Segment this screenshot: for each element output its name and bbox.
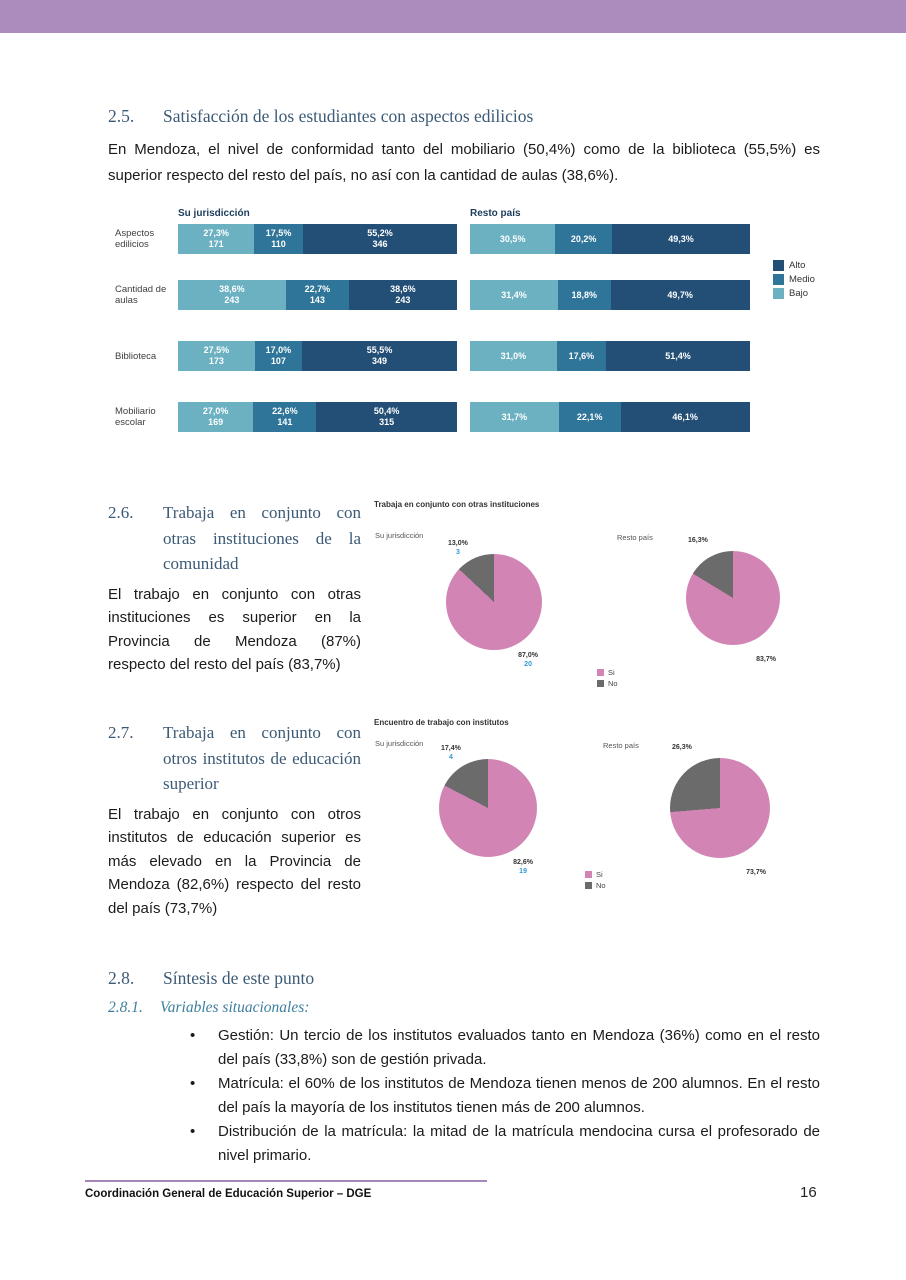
segment-percent-label: 49,7% xyxy=(667,289,693,300)
bar-segment-medio xyxy=(254,224,303,254)
pie-percent: 16,3% xyxy=(688,537,708,544)
legend-item xyxy=(597,679,618,688)
bar-segment-medio xyxy=(286,280,349,310)
pie-percent: 26,3% xyxy=(672,744,692,751)
legend-item xyxy=(773,260,815,271)
section-paragraph: El trabajo en conjunto con otras instituciones es superior en la Provincia de Mendoza (87%) respecto del resto del país (83,7%) xyxy=(108,585,361,673)
legend-label: Bajo xyxy=(789,288,809,299)
pie-subtitle: Su jurisdicción xyxy=(375,531,424,540)
segment-count-label: 107 xyxy=(270,356,286,366)
bar-segment-bajo xyxy=(178,224,254,254)
bullet-list xyxy=(108,1024,820,1168)
bullet-text: Gestión: Un tercio de los institutos evaluados tanto en Mendoza (36%) como en el resto del país (33,8%) son de gestión privada. xyxy=(218,1027,820,1068)
legend-color-swatch xyxy=(597,669,604,676)
segment-percent-label: 51,4% xyxy=(665,350,691,361)
pie-percent: 17,4% xyxy=(441,745,461,752)
pie-resto-pais xyxy=(686,537,780,663)
bullet-icon: • xyxy=(190,1075,196,1092)
bar-segment-bajo xyxy=(470,224,555,254)
bullet-icon: • xyxy=(190,1123,196,1140)
bar-row xyxy=(178,402,457,432)
segment-percent-label: 31,7% xyxy=(501,411,528,422)
segment-count-label: 171 xyxy=(208,239,224,249)
segment-percent-label: 46,1% xyxy=(672,411,698,422)
subsection-number: 2.8.1. xyxy=(108,999,143,1016)
segment-percent-label: 17,5% xyxy=(265,228,292,238)
bar-row xyxy=(178,341,457,371)
pie-count: 20 xyxy=(524,661,532,668)
pie-percent: 82,6% xyxy=(513,859,533,866)
pie-legend xyxy=(585,870,606,890)
section-heading xyxy=(108,104,820,128)
bar-segment-bajo xyxy=(178,280,286,310)
subsection-heading xyxy=(108,997,820,1018)
segment-percent-label: 31,0% xyxy=(500,350,527,361)
page-number: 16 xyxy=(800,1184,817,1201)
bar-segment-medio xyxy=(558,280,611,310)
list-item xyxy=(190,1024,820,1072)
bar-segment-bajo xyxy=(470,280,558,310)
pie-legend xyxy=(597,668,618,688)
pie-chart-encuentro-institutos xyxy=(372,718,817,910)
bar-segment-alto xyxy=(316,402,457,432)
pie-chart-title: Encuentro de trabajo con institutos xyxy=(374,718,509,727)
segment-percent-label: 38,6% xyxy=(390,284,416,294)
bar-segment-alto xyxy=(606,341,750,371)
pie-label-no xyxy=(448,539,468,557)
pie-label-si xyxy=(518,651,538,669)
bar-category-label: Biblioteca xyxy=(115,350,157,362)
section-heading xyxy=(108,720,361,797)
pie-chart-otras-instituciones xyxy=(372,500,817,705)
pie-graphic xyxy=(439,759,537,857)
section-paragraph: En Mendoza, el nivel de conformidad tanto del mobiliario (50,4%) como de la biblioteca (55,5%) es superior respecto del resto del país, no así con la cantidad de aulas (38,6%). xyxy=(108,141,820,184)
segment-count-label: 243 xyxy=(224,295,240,305)
bar-category-label: Mobiliario escolar xyxy=(115,406,156,428)
legend-item xyxy=(773,288,815,299)
pie-label-si xyxy=(756,655,776,664)
segment-count-label: 346 xyxy=(372,239,388,249)
section-title: Satisfacción de los estudiantes con aspectos edilicios xyxy=(163,106,534,126)
segment-count-label: 349 xyxy=(372,356,388,366)
section-2-6 xyxy=(108,500,361,677)
segment-percent-label: 22,1% xyxy=(576,411,603,422)
segment-percent-label: 31,4% xyxy=(501,289,527,300)
pie-graphic xyxy=(686,551,780,645)
legend-label: No xyxy=(608,679,618,688)
section-title: Síntesis de este punto xyxy=(163,968,315,988)
pie-percent: 87,0% xyxy=(518,652,538,659)
pie-percent: 73,7% xyxy=(746,869,766,876)
bar-segment-alto xyxy=(621,402,750,432)
bar-segment-alto xyxy=(303,224,457,254)
legend-color-swatch xyxy=(773,288,784,299)
section-title: Trabaja en conjunto con otras instituciones de la comunidad xyxy=(163,503,361,573)
bar-row xyxy=(178,224,457,254)
bar-segment-medio xyxy=(555,224,612,254)
pie-chart-title: Trabaja en conjunto con otras instituciones xyxy=(374,500,540,509)
segment-percent-label: 30,5% xyxy=(499,233,526,244)
pie-graphic xyxy=(446,554,542,650)
segment-count-label: 315 xyxy=(379,417,395,427)
bar-segment-medio xyxy=(559,402,621,432)
segment-count-label: 110 xyxy=(271,239,286,249)
bar-panel-title: Resto país xyxy=(470,208,521,219)
bar-category-label: Aspectos edilicios xyxy=(115,228,155,250)
bullet-text: Matrícula: el 60% de los institutos de Mendoza tienen menos de 200 alumnos. En el resto del país la mayoría de los institutos tienen más de 200 alumnos. xyxy=(218,1075,820,1116)
segment-count-label: 173 xyxy=(208,356,224,366)
top-accent-bar xyxy=(0,0,906,33)
pie-label-no xyxy=(441,744,461,762)
bar-row xyxy=(470,402,750,432)
list-item xyxy=(190,1072,820,1120)
bar-category-label: Cantidad de aulas xyxy=(115,284,167,306)
legend-color-swatch xyxy=(585,871,592,878)
segment-percent-label: 55,2% xyxy=(367,228,393,238)
pie-subtitle: Su jurisdicción xyxy=(375,739,424,748)
pie-label-no xyxy=(672,743,692,752)
legend-label: Medio xyxy=(789,274,815,285)
segment-percent-label: 55,5% xyxy=(366,345,393,355)
pie-count: 19 xyxy=(519,868,527,875)
bar-segment-bajo xyxy=(178,402,253,432)
segment-percent-label: 18,8% xyxy=(571,289,597,300)
section-heading xyxy=(108,966,820,990)
segment-count-label: 169 xyxy=(208,417,224,427)
stacked-bar-chart xyxy=(115,208,905,443)
bar-segment-bajo xyxy=(470,402,559,432)
pie-subtitle: Resto país xyxy=(603,741,639,750)
bar-segment-alto xyxy=(302,341,457,371)
segment-count-label: 141 xyxy=(277,417,293,427)
pie-label-si xyxy=(513,858,533,876)
segment-percent-label: 27,3% xyxy=(203,228,229,238)
segment-count-label: 243 xyxy=(395,295,411,305)
bar-panel-title: Su jurisdicción xyxy=(178,208,250,219)
legend-label: Si xyxy=(596,870,603,879)
section-2-8 xyxy=(108,966,820,1168)
bar-row xyxy=(470,224,750,254)
footer-organization: Coordinación General de Educación Superior – DGE xyxy=(85,1188,372,1200)
bar-row xyxy=(178,280,457,310)
segment-percent-label: 38,6% xyxy=(219,284,245,294)
list-item xyxy=(190,1120,820,1168)
pie-label-si xyxy=(746,868,766,877)
segment-count-label: 143 xyxy=(309,295,325,305)
bar-row xyxy=(470,280,750,310)
segment-percent-label: 17,0% xyxy=(265,345,292,355)
legend-color-swatch xyxy=(585,882,592,889)
segment-percent-label: 50,4% xyxy=(373,406,400,416)
bar-segment-medio xyxy=(255,341,302,371)
bar-segment-alto xyxy=(611,280,750,310)
section-title: Trabaja en conjunto con otros institutos de educación superior xyxy=(163,723,361,793)
segment-percent-label: 22,6% xyxy=(272,406,298,416)
legend-item xyxy=(585,881,606,890)
pie-subtitle: Resto país xyxy=(617,533,653,542)
section-2-5 xyxy=(108,104,820,189)
bar-segment-alto xyxy=(349,280,457,310)
legend-label: No xyxy=(596,881,606,890)
section-heading xyxy=(108,500,361,577)
pie-label-no xyxy=(688,536,708,545)
legend-color-swatch xyxy=(597,680,604,687)
bullet-icon: • xyxy=(190,1027,196,1044)
pie-count: 4 xyxy=(448,754,453,761)
legend-color-swatch xyxy=(773,260,784,271)
legend-item xyxy=(585,870,606,879)
bar-segment-alto xyxy=(612,224,750,254)
pie-percent: 83,7% xyxy=(756,656,776,663)
legend-label: Alto xyxy=(789,260,806,271)
segment-percent-label: 27,5% xyxy=(203,345,230,355)
bar-segment-medio xyxy=(557,341,606,371)
pie-percent: 13,0% xyxy=(448,540,468,547)
segment-percent-label: 17,6% xyxy=(568,350,595,361)
section-2-7 xyxy=(108,720,361,920)
bar-chart-legend xyxy=(773,260,815,299)
pie-graphic xyxy=(670,758,770,858)
subsection-title: Variables situacionales: xyxy=(160,999,310,1016)
legend-item xyxy=(773,274,815,285)
segment-percent-label: 20,2% xyxy=(570,233,597,244)
footer-divider-line xyxy=(85,1180,487,1182)
segment-percent-label: 49,3% xyxy=(668,233,694,244)
bullet-text: Distribución de la matrícula: la mitad de la matrícula mendocina cursa el profesorado de nivel primario. xyxy=(218,1123,820,1164)
segment-percent-label: 22,7% xyxy=(304,284,331,294)
section-paragraph: El trabajo en conjunto con otros institutos de educación superior es más elevado en la Provincia de Mendoza (82,6%) respecto del resto del país (73,7%) xyxy=(108,805,361,917)
legend-color-swatch xyxy=(773,274,784,285)
pie-su-jurisdiccion xyxy=(439,745,537,875)
section-number: 2.8. xyxy=(108,968,135,988)
legend-item xyxy=(597,668,618,677)
segment-percent-label: 27,0% xyxy=(202,406,229,416)
section-number: 2.5. xyxy=(108,106,135,126)
section-number: 2.6. xyxy=(108,503,134,522)
pie-su-jurisdiccion xyxy=(446,540,542,668)
legend-label: Si xyxy=(608,668,615,677)
pie-resto-pais xyxy=(670,744,770,876)
bar-row xyxy=(470,341,750,371)
bar-segment-medio xyxy=(253,402,316,432)
pie-count: 3 xyxy=(455,549,460,556)
section-number: 2.7. xyxy=(108,723,134,742)
bar-segment-bajo xyxy=(178,341,255,371)
bar-segment-bajo xyxy=(470,341,557,371)
